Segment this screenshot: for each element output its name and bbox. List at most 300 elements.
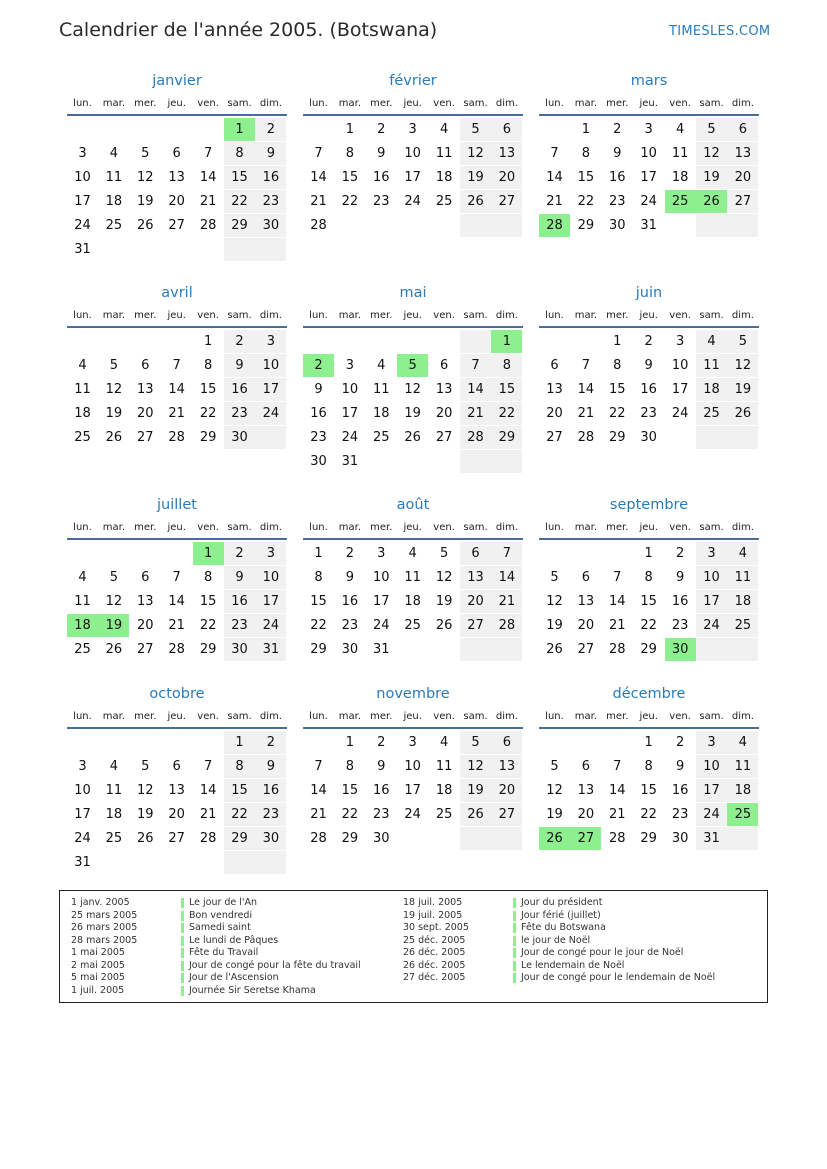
calendar-day[interactable]: 22 [341, 807, 359, 822]
calendar-day[interactable]: 14 [199, 783, 217, 798]
calendar-day[interactable]: 24 [255, 402, 286, 425]
calendar-day[interactable]: 23 [255, 803, 286, 826]
calendar-day[interactable]: 2 [613, 122, 622, 137]
calendar-day[interactable]: 13 [491, 142, 522, 165]
calendar-day[interactable]: 20 [491, 779, 522, 802]
calendar-day[interactable]: 31 [74, 855, 91, 870]
calendar-day[interactable]: 5 [550, 759, 559, 774]
calendar-day[interactable]: 2 [224, 330, 255, 353]
calendar-day[interactable]: 10 [696, 755, 727, 778]
calendar-day[interactable]: 17 [373, 594, 390, 609]
calendar-day[interactable]: 10 [640, 146, 657, 161]
calendar-day[interactable]: 17 [696, 779, 727, 802]
calendar-day[interactable]: 15 [224, 166, 255, 189]
calendar-day[interactable]: 13 [577, 783, 595, 798]
calendar-day[interactable]: 11 [373, 382, 390, 397]
calendar-day[interactable]: 26 [460, 190, 491, 213]
calendar-day[interactable]: 31 [640, 218, 657, 233]
calendar-day[interactable]: 10 [671, 358, 689, 373]
calendar-day[interactable]: 9 [377, 146, 386, 161]
calendar-day[interactable]: 6 [439, 358, 449, 373]
calendar-day[interactable]: 23 [310, 430, 327, 445]
calendar-day[interactable]: 27 [577, 642, 595, 657]
holiday-day[interactable]: 25 [727, 803, 758, 826]
calendar-day[interactable]: 26 [404, 430, 421, 445]
calendar-day[interactable]: 16 [255, 779, 286, 802]
calendar-day[interactable]: 27 [137, 430, 154, 445]
calendar-day[interactable]: 21 [310, 807, 327, 822]
calendar-day[interactable]: 1 [224, 731, 255, 754]
calendar-day[interactable]: 3 [408, 122, 417, 137]
calendar-day[interactable]: 12 [105, 382, 123, 397]
calendar-day[interactable]: 6 [141, 358, 150, 373]
calendar-day[interactable]: 18 [105, 194, 123, 209]
calendar-day[interactable]: 14 [460, 378, 491, 401]
calendar-day[interactable]: 8 [224, 142, 255, 165]
holiday-day[interactable]: 1 [491, 330, 522, 353]
calendar-day[interactable]: 1 [644, 735, 653, 750]
calendar-day[interactable]: 19 [546, 618, 563, 633]
calendar-day[interactable]: 30 [310, 454, 327, 469]
calendar-day[interactable]: 10 [373, 570, 390, 585]
calendar-day[interactable]: 22 [577, 194, 595, 209]
calendar-day[interactable]: 12 [137, 170, 154, 185]
calendar-day[interactable]: 12 [105, 594, 123, 609]
calendar-day[interactable]: 5 [727, 330, 758, 353]
calendar-day[interactable]: 24 [74, 831, 91, 846]
calendar-day[interactable]: 27 [491, 190, 522, 213]
calendar-day[interactable]: 7 [172, 358, 181, 373]
calendar-day[interactable]: 12 [546, 783, 563, 798]
calendar-day[interactable]: 8 [203, 358, 213, 373]
calendar-day[interactable]: 15 [199, 594, 217, 609]
calendar-day[interactable]: 13 [460, 566, 491, 589]
calendar-day[interactable]: 6 [491, 731, 522, 754]
calendar-day[interactable]: 23 [341, 618, 359, 633]
calendar-day[interactable]: 30 [609, 218, 626, 233]
calendar-day[interactable]: 9 [644, 358, 653, 373]
calendar-day[interactable]: 23 [224, 402, 255, 425]
calendar-day[interactable]: 20 [577, 807, 595, 822]
holiday-day[interactable]: 27 [570, 827, 601, 850]
calendar-day[interactable]: 13 [577, 594, 595, 609]
calendar-day[interactable]: 13 [137, 594, 154, 609]
calendar-day[interactable]: 1 [581, 122, 591, 137]
calendar-day[interactable]: 2 [224, 542, 255, 565]
calendar-day[interactable]: 18 [373, 406, 390, 421]
calendar-day[interactable]: 13 [727, 142, 758, 165]
calendar-day[interactable]: 2 [377, 735, 386, 750]
calendar-day[interactable]: 3 [78, 759, 87, 774]
calendar-day[interactable]: 17 [341, 406, 359, 421]
calendar-day[interactable]: 29 [640, 642, 657, 657]
calendar-day[interactable]: 28 [577, 430, 595, 445]
calendar-day[interactable]: 25 [74, 430, 91, 445]
calendar-day[interactable]: 25 [696, 402, 727, 425]
calendar-day[interactable]: 28 [609, 831, 626, 846]
calendar-day[interactable]: 24 [696, 803, 727, 826]
calendar-day[interactable]: 30 [373, 831, 390, 846]
calendar-day[interactable]: 16 [310, 406, 327, 421]
calendar-day[interactable]: 29 [640, 831, 657, 846]
calendar-day[interactable]: 6 [172, 146, 181, 161]
calendar-day[interactable]: 11 [671, 146, 689, 161]
calendar-day[interactable]: 11 [435, 759, 453, 774]
calendar-day[interactable]: 29 [199, 430, 217, 445]
calendar-day[interactable]: 17 [74, 194, 91, 209]
calendar-day[interactable]: 19 [435, 594, 453, 609]
calendar-day[interactable]: 15 [491, 378, 522, 401]
calendar-day[interactable]: 6 [550, 358, 559, 373]
calendar-day[interactable]: 29 [224, 214, 255, 237]
calendar-day[interactable]: 2 [675, 546, 685, 561]
calendar-day[interactable]: 18 [404, 594, 421, 609]
calendar-day[interactable]: 14 [199, 170, 217, 185]
calendar-day[interactable]: 31 [255, 638, 286, 661]
calendar-day[interactable]: 7 [613, 759, 622, 774]
calendar-day[interactable]: 8 [345, 146, 355, 161]
calendar-day[interactable]: 9 [377, 759, 386, 774]
calendar-day[interactable]: 24 [671, 406, 689, 421]
calendar-day[interactable]: 14 [609, 594, 626, 609]
calendar-day[interactable]: 28 [310, 831, 327, 846]
calendar-day[interactable]: 7 [314, 759, 323, 774]
calendar-day[interactable]: 18 [727, 779, 758, 802]
calendar-day[interactable]: 15 [341, 170, 359, 185]
calendar-day[interactable]: 13 [137, 382, 154, 397]
calendar-day[interactable]: 8 [314, 570, 323, 585]
calendar-day[interactable]: 11 [105, 783, 123, 798]
calendar-day[interactable]: 8 [345, 759, 355, 774]
calendar-day[interactable]: 21 [168, 406, 185, 421]
calendar-day[interactable]: 17 [255, 378, 286, 401]
calendar-day[interactable]: 21 [609, 618, 626, 633]
calendar-day[interactable]: 19 [460, 166, 491, 189]
calendar-day[interactable]: 6 [460, 542, 491, 565]
calendar-day[interactable]: 26 [105, 430, 123, 445]
calendar-day[interactable]: 27 [460, 614, 491, 637]
calendar-day[interactable]: 15 [640, 594, 657, 609]
calendar-day[interactable]: 1 [644, 546, 653, 561]
calendar-day[interactable]: 23 [640, 406, 657, 421]
calendar-day[interactable]: 14 [546, 170, 563, 185]
calendar-day[interactable]: 14 [491, 566, 522, 589]
calendar-day[interactable]: 1 [345, 122, 355, 137]
calendar-day[interactable]: 22 [199, 406, 217, 421]
calendar-day[interactable]: 26 [435, 618, 453, 633]
calendar-day[interactable]: 17 [640, 170, 657, 185]
calendar-day[interactable]: 18 [74, 406, 91, 421]
calendar-day[interactable]: 3 [78, 146, 87, 161]
calendar-day[interactable]: 24 [404, 807, 421, 822]
calendar-day[interactable]: 20 [168, 807, 185, 822]
calendar-day[interactable]: 18 [696, 378, 727, 401]
calendar-day[interactable]: 9 [224, 566, 255, 589]
calendar-day[interactable]: 18 [727, 590, 758, 613]
calendar-day[interactable]: 29 [310, 642, 327, 657]
calendar-day[interactable]: 13 [546, 382, 563, 397]
calendar-day[interactable]: 9 [675, 570, 685, 585]
calendar-day[interactable]: 2 [345, 546, 355, 561]
calendar-day[interactable]: 16 [671, 783, 689, 798]
calendar-day[interactable]: 4 [696, 330, 727, 353]
calendar-day[interactable]: 15 [609, 382, 626, 397]
calendar-day[interactable]: 16 [609, 170, 626, 185]
calendar-day[interactable]: 21 [577, 406, 595, 421]
calendar-day[interactable]: 7 [550, 146, 559, 161]
holiday-day[interactable]: 5 [397, 354, 428, 377]
calendar-day[interactable]: 23 [373, 194, 390, 209]
calendar-day[interactable]: 26 [137, 831, 154, 846]
calendar-day[interactable]: 5 [696, 118, 727, 141]
calendar-day[interactable]: 8 [581, 146, 591, 161]
calendar-day[interactable]: 24 [640, 194, 657, 209]
calendar-day[interactable]: 21 [199, 194, 217, 209]
calendar-day[interactable]: 22 [640, 807, 657, 822]
calendar-day[interactable]: 3 [345, 358, 355, 373]
calendar-day[interactable]: 4 [727, 731, 758, 754]
calendar-day[interactable]: 9 [255, 755, 286, 778]
calendar-day[interactable]: 19 [105, 406, 123, 421]
calendar-day[interactable]: 15 [224, 779, 255, 802]
calendar-day[interactable]: 23 [671, 807, 689, 822]
calendar-day[interactable]: 8 [224, 755, 255, 778]
calendar-day[interactable]: 29 [224, 827, 255, 850]
calendar-day[interactable]: 25 [404, 618, 421, 633]
calendar-day[interactable]: 7 [581, 358, 591, 373]
calendar-day[interactable]: 20 [168, 194, 185, 209]
calendar-day[interactable]: 18 [435, 783, 453, 798]
calendar-day[interactable]: 8 [644, 570, 653, 585]
calendar-day[interactable]: 4 [78, 570, 87, 585]
calendar-day[interactable]: 16 [224, 378, 255, 401]
calendar-day[interactable]: 18 [671, 170, 689, 185]
calendar-day[interactable]: 21 [199, 807, 217, 822]
calendar-day[interactable]: 6 [172, 759, 181, 774]
calendar-day[interactable]: 31 [341, 454, 359, 469]
calendar-day[interactable]: 30 [341, 642, 359, 657]
calendar-day[interactable]: 25 [105, 831, 123, 846]
calendar-day[interactable]: 25 [74, 642, 91, 657]
holiday-day[interactable]: 1 [193, 542, 224, 565]
calendar-day[interactable]: 17 [74, 807, 91, 822]
calendar-day[interactable]: 9 [613, 146, 622, 161]
calendar-day[interactable]: 19 [696, 166, 727, 189]
calendar-day[interactable]: 13 [168, 170, 185, 185]
calendar-day[interactable]: 25 [435, 807, 453, 822]
calendar-day[interactable]: 24 [74, 218, 91, 233]
calendar-day[interactable]: 22 [609, 406, 626, 421]
calendar-day[interactable]: 20 [435, 406, 453, 421]
calendar-day[interactable]: 16 [671, 594, 689, 609]
calendar-day[interactable]: 4 [439, 122, 449, 137]
calendar-day[interactable]: 16 [255, 166, 286, 189]
calendar-day[interactable]: 3 [644, 122, 653, 137]
calendar-day[interactable]: 9 [345, 570, 355, 585]
calendar-day[interactable]: 16 [373, 170, 390, 185]
holiday-day[interactable]: 19 [98, 614, 129, 637]
calendar-day[interactable]: 6 [581, 759, 591, 774]
calendar-day[interactable]: 15 [640, 783, 657, 798]
calendar-day[interactable]: 10 [404, 146, 421, 161]
calendar-day[interactable]: 15 [577, 170, 595, 185]
calendar-day[interactable]: 30 [255, 827, 286, 850]
calendar-day[interactable]: 2 [675, 735, 685, 750]
calendar-day[interactable]: 9 [314, 382, 323, 397]
calendar-day[interactable]: 17 [671, 382, 689, 397]
calendar-day[interactable]: 11 [435, 146, 453, 161]
brand-link[interactable]: TIMESLES.COM [669, 24, 771, 39]
calendar-day[interactable]: 5 [460, 118, 491, 141]
calendar-day[interactable]: 11 [696, 354, 727, 377]
calendar-day[interactable]: 7 [203, 146, 213, 161]
calendar-day[interactable]: 24 [696, 614, 727, 637]
calendar-day[interactable]: 20 [491, 166, 522, 189]
calendar-day[interactable]: 30 [224, 638, 255, 661]
calendar-day[interactable]: 20 [137, 406, 154, 421]
calendar-day[interactable]: 12 [404, 382, 421, 397]
calendar-day[interactable]: 20 [137, 618, 154, 633]
calendar-day[interactable]: 25 [435, 194, 453, 209]
calendar-day[interactable]: 17 [255, 590, 286, 613]
calendar-day[interactable]: 29 [341, 831, 359, 846]
calendar-day[interactable]: 16 [224, 590, 255, 613]
calendar-day[interactable]: 27 [727, 190, 758, 213]
calendar-day[interactable]: 11 [727, 755, 758, 778]
calendar-day[interactable]: 29 [491, 426, 522, 449]
calendar-day[interactable]: 8 [613, 358, 622, 373]
calendar-day[interactable]: 12 [460, 755, 491, 778]
calendar-day[interactable]: 20 [577, 618, 595, 633]
calendar-day[interactable]: 28 [460, 426, 491, 449]
calendar-day[interactable]: 17 [404, 783, 421, 798]
calendar-day[interactable]: 24 [341, 430, 359, 445]
calendar-day[interactable]: 22 [224, 803, 255, 826]
holiday-day[interactable]: 18 [67, 614, 98, 637]
calendar-day[interactable]: 3 [255, 542, 286, 565]
calendar-day[interactable]: 10 [74, 170, 91, 185]
holiday-day[interactable]: 28 [539, 214, 570, 237]
calendar-day[interactable]: 10 [341, 382, 359, 397]
calendar-day[interactable]: 25 [105, 218, 123, 233]
calendar-day[interactable]: 11 [74, 594, 91, 609]
calendar-day[interactable]: 20 [727, 166, 758, 189]
calendar-day[interactable]: 2 [255, 731, 286, 754]
calendar-day[interactable]: 3 [408, 735, 417, 750]
calendar-day[interactable]: 9 [675, 759, 685, 774]
calendar-day[interactable]: 26 [460, 803, 491, 826]
calendar-day[interactable]: 29 [577, 218, 595, 233]
calendar-day[interactable]: 23 [609, 194, 626, 209]
calendar-day[interactable]: 19 [460, 779, 491, 802]
calendar-day[interactable]: 14 [168, 382, 185, 397]
calendar-day[interactable]: 26 [727, 402, 758, 425]
calendar-day[interactable]: 19 [137, 194, 154, 209]
calendar-day[interactable]: 12 [696, 142, 727, 165]
calendar-day[interactable]: 13 [435, 382, 453, 397]
calendar-day[interactable]: 16 [341, 594, 359, 609]
calendar-day[interactable]: 22 [341, 194, 359, 209]
calendar-day[interactable]: 10 [255, 566, 286, 589]
calendar-day[interactable]: 9 [224, 354, 255, 377]
calendar-day[interactable]: 13 [168, 783, 185, 798]
calendar-day[interactable]: 19 [727, 378, 758, 401]
calendar-day[interactable]: 10 [74, 783, 91, 798]
calendar-day[interactable]: 14 [168, 594, 185, 609]
calendar-day[interactable]: 16 [640, 382, 657, 397]
calendar-day[interactable]: 15 [199, 382, 217, 397]
calendar-day[interactable]: 5 [460, 731, 491, 754]
calendar-day[interactable]: 1 [345, 735, 355, 750]
calendar-day[interactable]: 23 [373, 807, 390, 822]
calendar-day[interactable]: 19 [137, 807, 154, 822]
calendar-day[interactable]: 4 [109, 146, 119, 161]
calendar-day[interactable]: 12 [546, 594, 563, 609]
calendar-day[interactable]: 19 [404, 406, 421, 421]
calendar-day[interactable]: 14 [310, 783, 327, 798]
calendar-day[interactable]: 7 [172, 570, 181, 585]
calendar-day[interactable]: 8 [203, 570, 213, 585]
calendar-day[interactable]: 22 [640, 618, 657, 633]
calendar-day[interactable]: 21 [609, 807, 626, 822]
calendar-day[interactable]: 21 [546, 194, 563, 209]
calendar-day[interactable]: 9 [255, 142, 286, 165]
calendar-day[interactable]: 23 [671, 618, 689, 633]
calendar-day[interactable]: 7 [491, 542, 522, 565]
calendar-day[interactable]: 28 [168, 642, 185, 657]
calendar-day[interactable]: 7 [203, 759, 213, 774]
calendar-day[interactable]: 28 [310, 218, 327, 233]
calendar-day[interactable]: 27 [435, 430, 453, 445]
calendar-day[interactable]: 3 [696, 542, 727, 565]
calendar-day[interactable]: 23 [224, 614, 255, 637]
calendar-day[interactable]: 29 [609, 430, 626, 445]
calendar-day[interactable]: 10 [255, 354, 286, 377]
calendar-day[interactable]: 7 [460, 354, 491, 377]
calendar-day[interactable]: 12 [137, 783, 154, 798]
calendar-day[interactable]: 17 [696, 590, 727, 613]
calendar-day[interactable]: 23 [255, 190, 286, 213]
calendar-day[interactable]: 27 [491, 803, 522, 826]
calendar-day[interactable]: 6 [581, 570, 591, 585]
calendar-day[interactable]: 27 [168, 218, 185, 233]
calendar-day[interactable]: 5 [439, 546, 449, 561]
calendar-day[interactable]: 26 [137, 218, 154, 233]
calendar-day[interactable]: 11 [727, 566, 758, 589]
calendar-day[interactable]: 4 [377, 358, 386, 373]
calendar-day[interactable]: 1 [314, 546, 323, 561]
calendar-day[interactable]: 28 [168, 430, 185, 445]
calendar-day[interactable]: 7 [613, 570, 622, 585]
calendar-day[interactable]: 28 [491, 614, 522, 637]
calendar-day[interactable]: 30 [671, 831, 689, 846]
calendar-day[interactable]: 22 [224, 190, 255, 213]
calendar-day[interactable]: 31 [74, 242, 91, 257]
calendar-day[interactable]: 28 [609, 642, 626, 657]
calendar-day[interactable]: 18 [105, 807, 123, 822]
calendar-day[interactable]: 2 [644, 334, 653, 349]
calendar-day[interactable]: 26 [105, 642, 123, 657]
holiday-day[interactable]: 30 [665, 638, 696, 661]
calendar-day[interactable]: 2 [255, 118, 286, 141]
calendar-day[interactable]: 3 [696, 731, 727, 754]
calendar-day[interactable]: 21 [310, 194, 327, 209]
calendar-day[interactable]: 14 [609, 783, 626, 798]
calendar-day[interactable]: 4 [109, 759, 119, 774]
calendar-day[interactable]: 17 [404, 170, 421, 185]
calendar-day[interactable]: 30 [640, 430, 657, 445]
calendar-day[interactable]: 11 [74, 382, 91, 397]
